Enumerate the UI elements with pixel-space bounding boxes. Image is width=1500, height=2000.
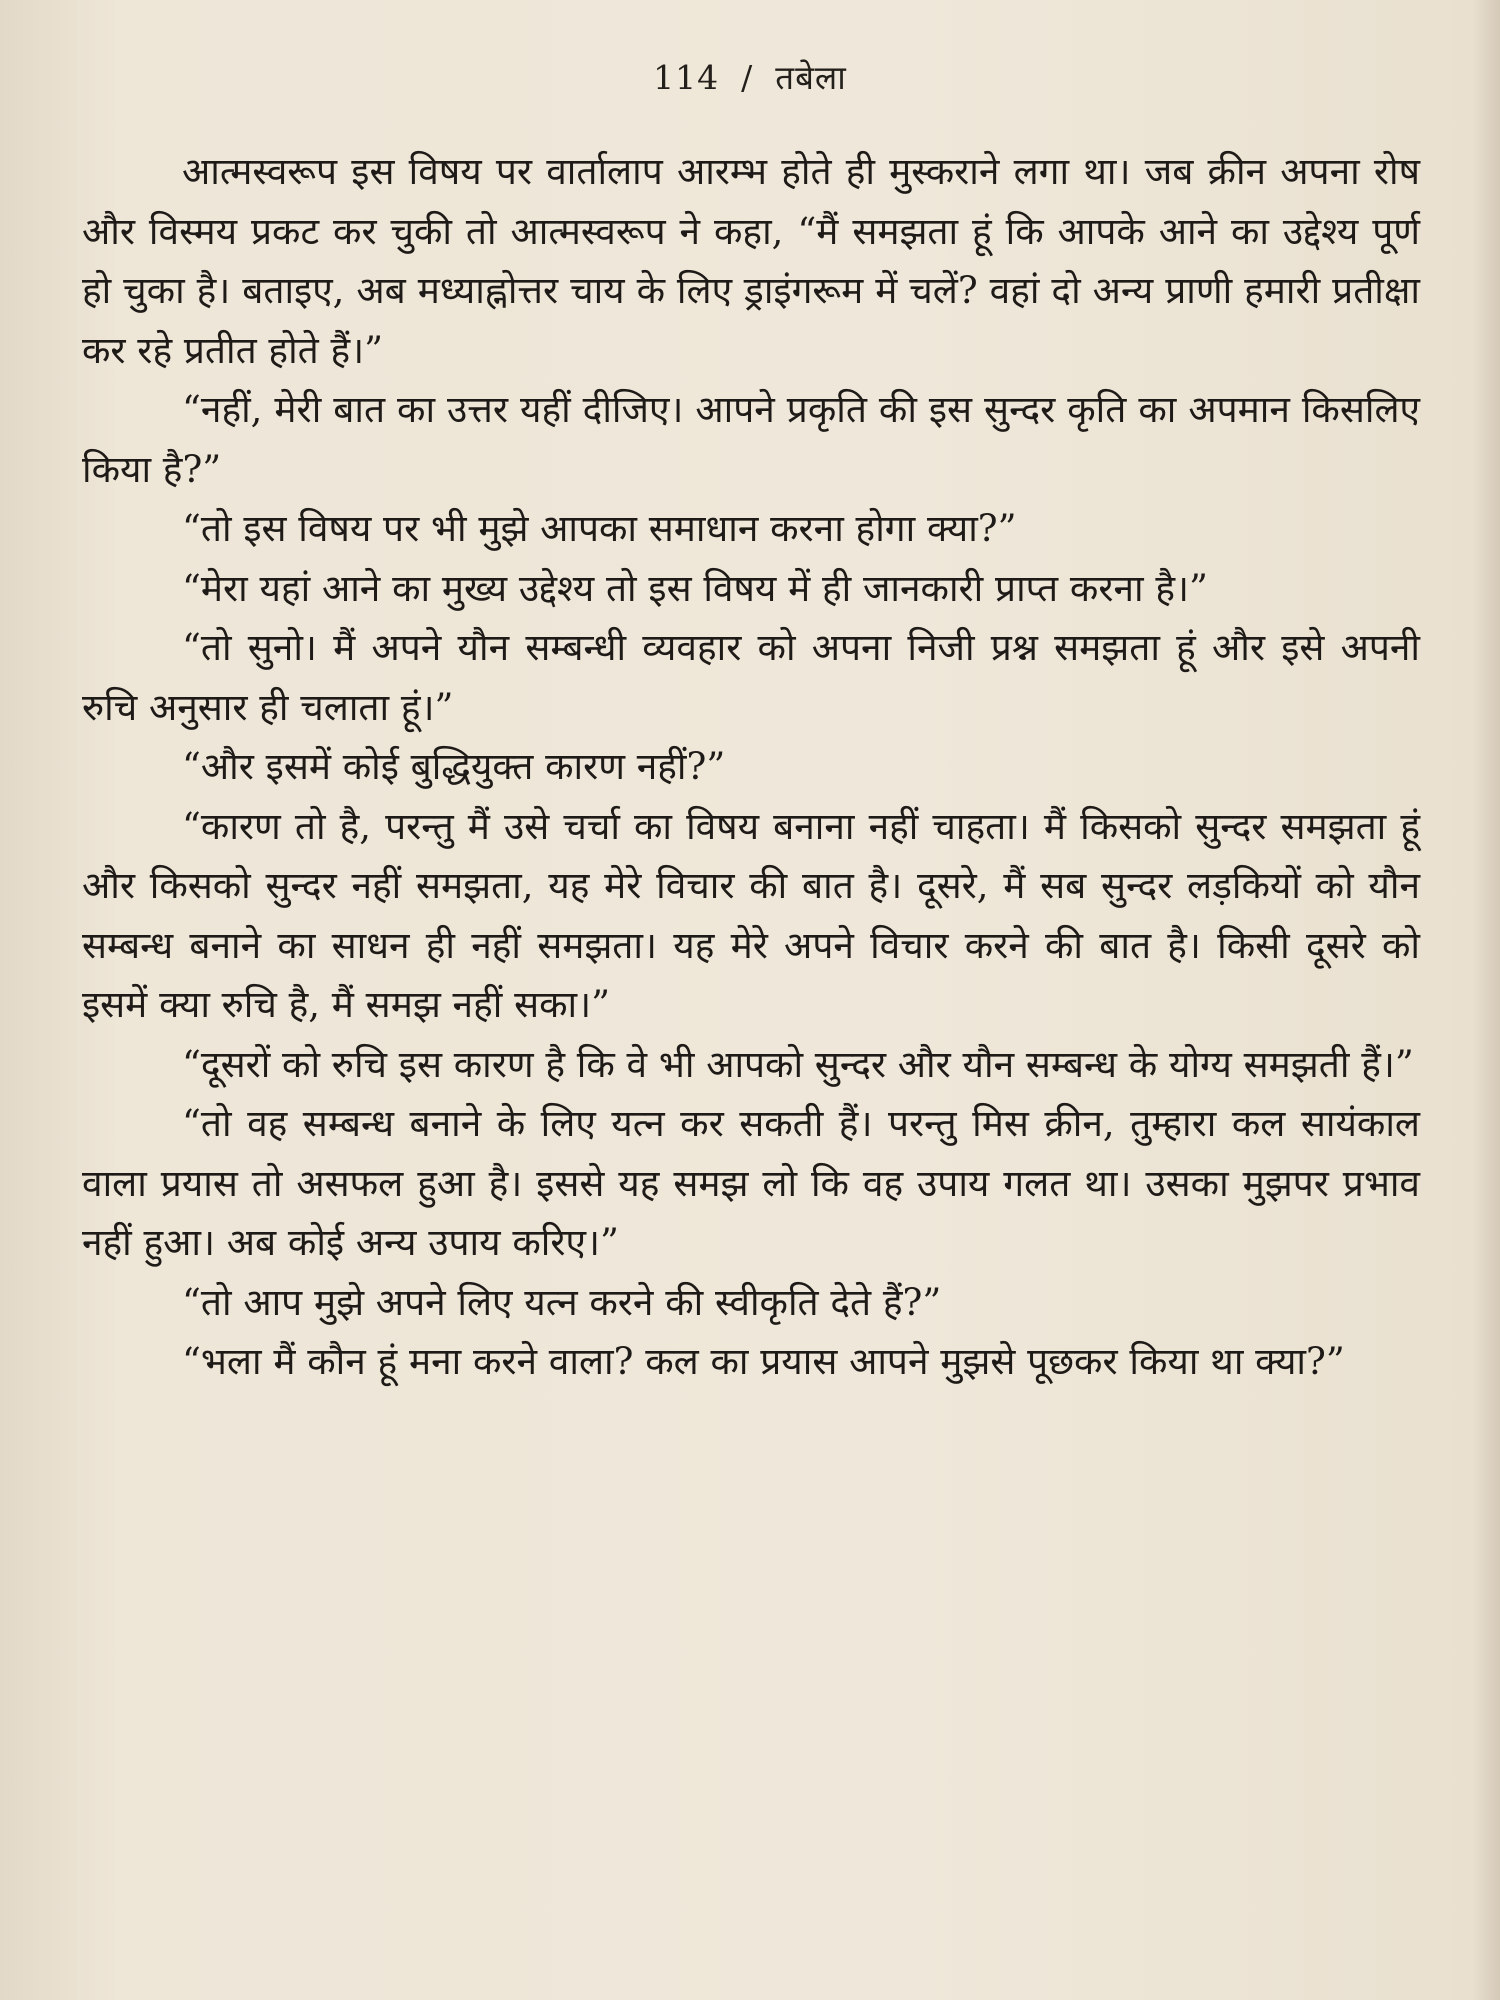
running-header bbox=[0, 54, 1500, 99]
paragraph: “तो आप मुझे अपने लिए यत्न करने की स्वीकृति देते हैं?” bbox=[182, 1280, 942, 1324]
page-edge-shadow bbox=[1472, 0, 1500, 2000]
paragraph: “नहीं, मेरी बात का उत्तर यहीं दीजिए। आपने प्रकृति की इस सुन्दर कृति का अपमान किसलिए किया है?” bbox=[82, 388, 1420, 491]
paragraph: “दूसरों को रुचि इस कारण है कि वे भी आपको सुन्दर और यौन सम्बन्ध के योग्य समझती हैं।” bbox=[182, 1042, 1414, 1086]
paragraph: “कारण तो है, परन्तु मैं उसे चर्चा का विषय बनाना नहीं चाहता। मैं किसको सुन्दर समझता हूं और किसको सुन्दर नहीं समझता, यह मेरे विचार की बात है। दूसरे, मैं सब सुन्दर लड़कियों को यौन सम्बन्ध बनाने का साधन ही नहीं समझता। यह मेरे अपने विचार करने की बात है। किसी दूसरे को इसमें क्या रुचि है, मैं समझ नहीं सका।” bbox=[82, 804, 1420, 1026]
paragraph: “मेरा यहां आने का मुख्य उद्देश्य तो इस विषय में ही जानकारी प्राप्त करना है।” bbox=[182, 566, 1208, 610]
book-title: तबेला bbox=[775, 58, 847, 97]
page-number: 114 bbox=[653, 58, 720, 97]
paragraph: “तो इस विषय पर भी मुझे आपका समाधान करना होगा क्या?” bbox=[182, 507, 1017, 550]
paragraph: आत्मस्वरूप इस विषय पर वार्तालाप आरम्भ होते ही मुस्कराने लगा था। जब क्रीन अपना रोष और विस्मय प्रकट कर चुकी तो आत्मस्वरूप ने कहा, “मैं समझता हूं कि आपके आने का उद्देश्य पूर्ण हो चुका है। बताइए, अब मध्याह्नोत्तर चाय के लिए ड्राइंगरूम में चलें? वहां दो अन्य प्राणी हमारी प्रतीक्षा कर रहे प्रतीत होते हैं।” bbox=[82, 150, 1420, 372]
paragraph: “तो वह सम्बन्ध बनाने के लिए यत्न कर सकती हैं। परन्तु मिस क्रीन, तुम्हारा कल सायंकाल वाला प्रयास तो असफल हुआ है। इससे यह समझ लो कि वह उपाय गलत था। उसका मुझपर प्रभाव नहीं हुआ। अब कोई अन्य उपाय करिए।” bbox=[82, 1102, 1420, 1264]
paragraph: “तो सुनो। मैं अपने यौन सम्बन्धी व्यवहार को अपना निजी प्रश्न समझता हूं और इसे अपनी रुचि अनुसार ही चलाता हूं।” bbox=[82, 626, 1420, 729]
paragraph: “भला मैं कौन हूं मना करने वाला? कल का प्रयास आपने मुझसे पूछकर किया था क्या?” bbox=[182, 1340, 1345, 1383]
header-separator: / bbox=[741, 58, 754, 97]
paragraph: “और इसमें कोई बुद्धियुक्त कारण नहीं?” bbox=[182, 745, 726, 788]
body-text bbox=[82, 142, 1420, 1392]
